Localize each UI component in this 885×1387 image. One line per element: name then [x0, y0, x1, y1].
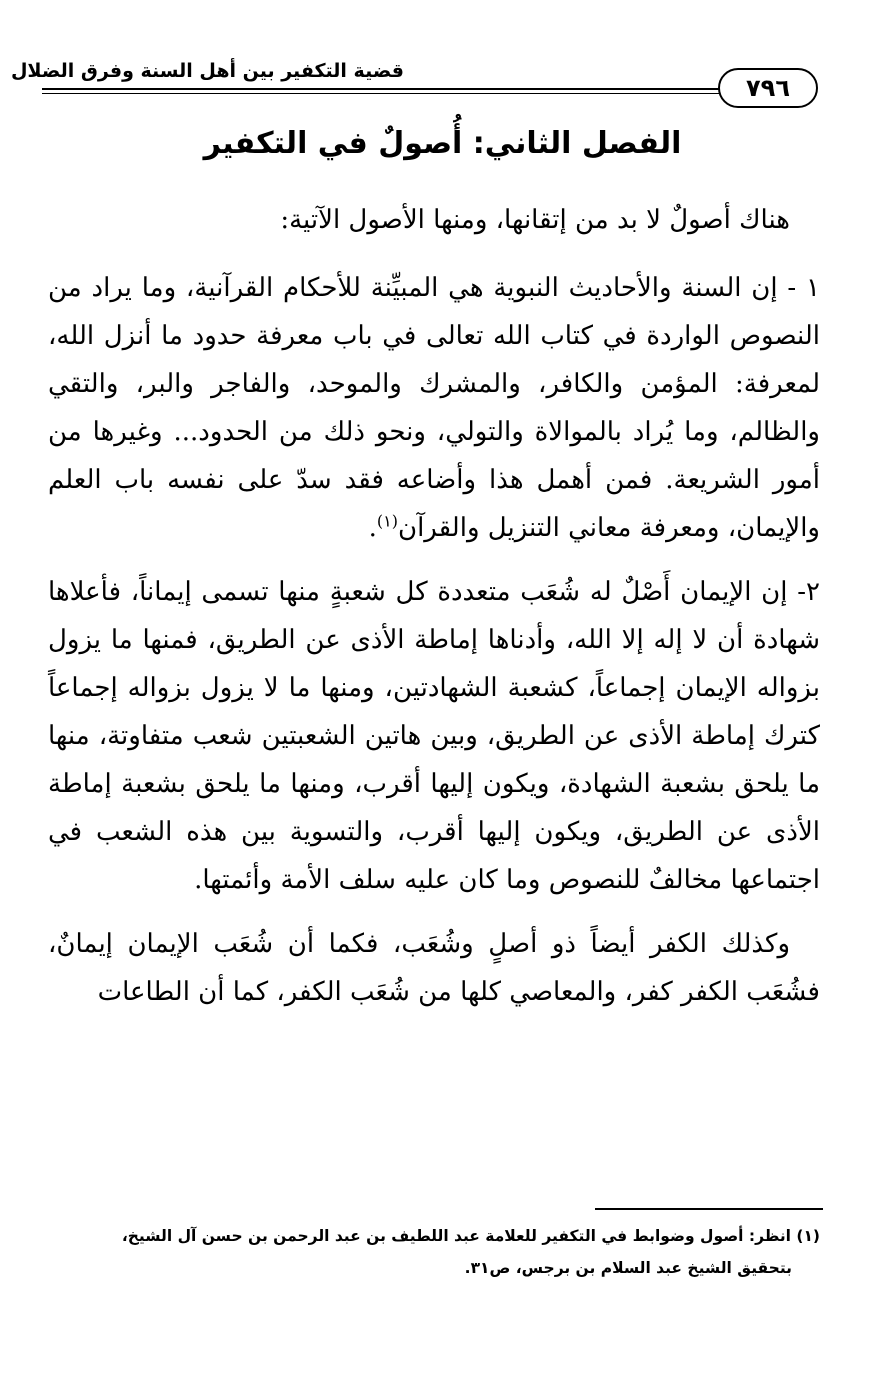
header-rule — [42, 88, 722, 90]
paragraph-3: وكذلك الكفر أيضاً ذو أصلٍ وشُعَب، فكما أن شُعَب الإيمان إيمانٌ، فشُعَب الكفر كفر، والمعاصي كلها من شُعَب الكفر، كما أن الطاعات — [48, 929, 820, 1007]
paragraph-2: ٢- إن الإيمان أَصْلٌ له شُعَب متعددة كل شعبةٍ منها تسمى إيماناً، فأعلاها شهادة أن لا إله إلا الله، وأدناها إماطة الأذى عن الطريق، فمنها ما يزول بزواله الإيمان إجماعاً، كشعبة الشهادتين، ومنها ما لا يزول بزواله إجماعاً كترك إماطة الأذى عن الطريق، وبين هاتين الشعبتين شعب متفاوتة، منها ما يلحق بشعبة الشهادة، ويكون إليها أقرب، ومنها ما يلحق بشعبة إماطة الأذى عن الطريق، ويكون إليها أقرب، والتسوية بين هذه الشعب في اجتماعها مخالفٌ للنصوص وما كان عليه سلف الأمة وأئمتها. — [48, 577, 820, 895]
header-rule-thin — [42, 93, 722, 94]
page-number: ٧٩٦ — [746, 74, 790, 102]
paragraph-1-end: . — [368, 513, 377, 543]
footnote — [48, 1220, 820, 1284]
body-text — [48, 196, 820, 1016]
footnote-reference[interactable]: (١) — [376, 511, 398, 531]
paragraph-1-text: ١ - إن السنة والأحاديث النبوية هي المبيِّنة للأحكام القرآنية، وما يراد من النصوص الواردة في كتاب الله تعالى في باب معرفة حدود ما أنزل الله، لمعرفة: المؤمن والكافر، والمشرك والموحد، والفاجر والبر، والتقي والظالم، وما يُراد بالموالاة والتولي، ونحو ذلك من الحدود... وغيرها من أمور الشريعة. فمن أهمل هذا وأضاعه فقد سدّ على نفسه باب العلم والإيمان، ومعرفة معاني التنزيل والقرآن — [48, 273, 820, 543]
chapter-title: الفصل الثاني: أُصولٌ في التكفير — [203, 126, 682, 161]
running-header-title: قضية التكفير بين أهل السنة وفرق الضلال — [10, 60, 404, 82]
footnote-line-1: (١) انظر: أصول وضوابط في التكفير للعلامة عبد اللطيف بن عبد الرحمن بن حسن آل الشيخ، — [121, 1227, 820, 1245]
intro-paragraph: هناك أصولٌ لا بد من إتقانها، ومنها الأصول الآتية: — [280, 205, 790, 235]
footnote-line-2: بتحقيق الشيخ عبد السلام بن برجس، ص٣١. — [464, 1259, 792, 1277]
footnote-separator — [595, 1208, 823, 1210]
paragraph-1 — [48, 264, 820, 552]
